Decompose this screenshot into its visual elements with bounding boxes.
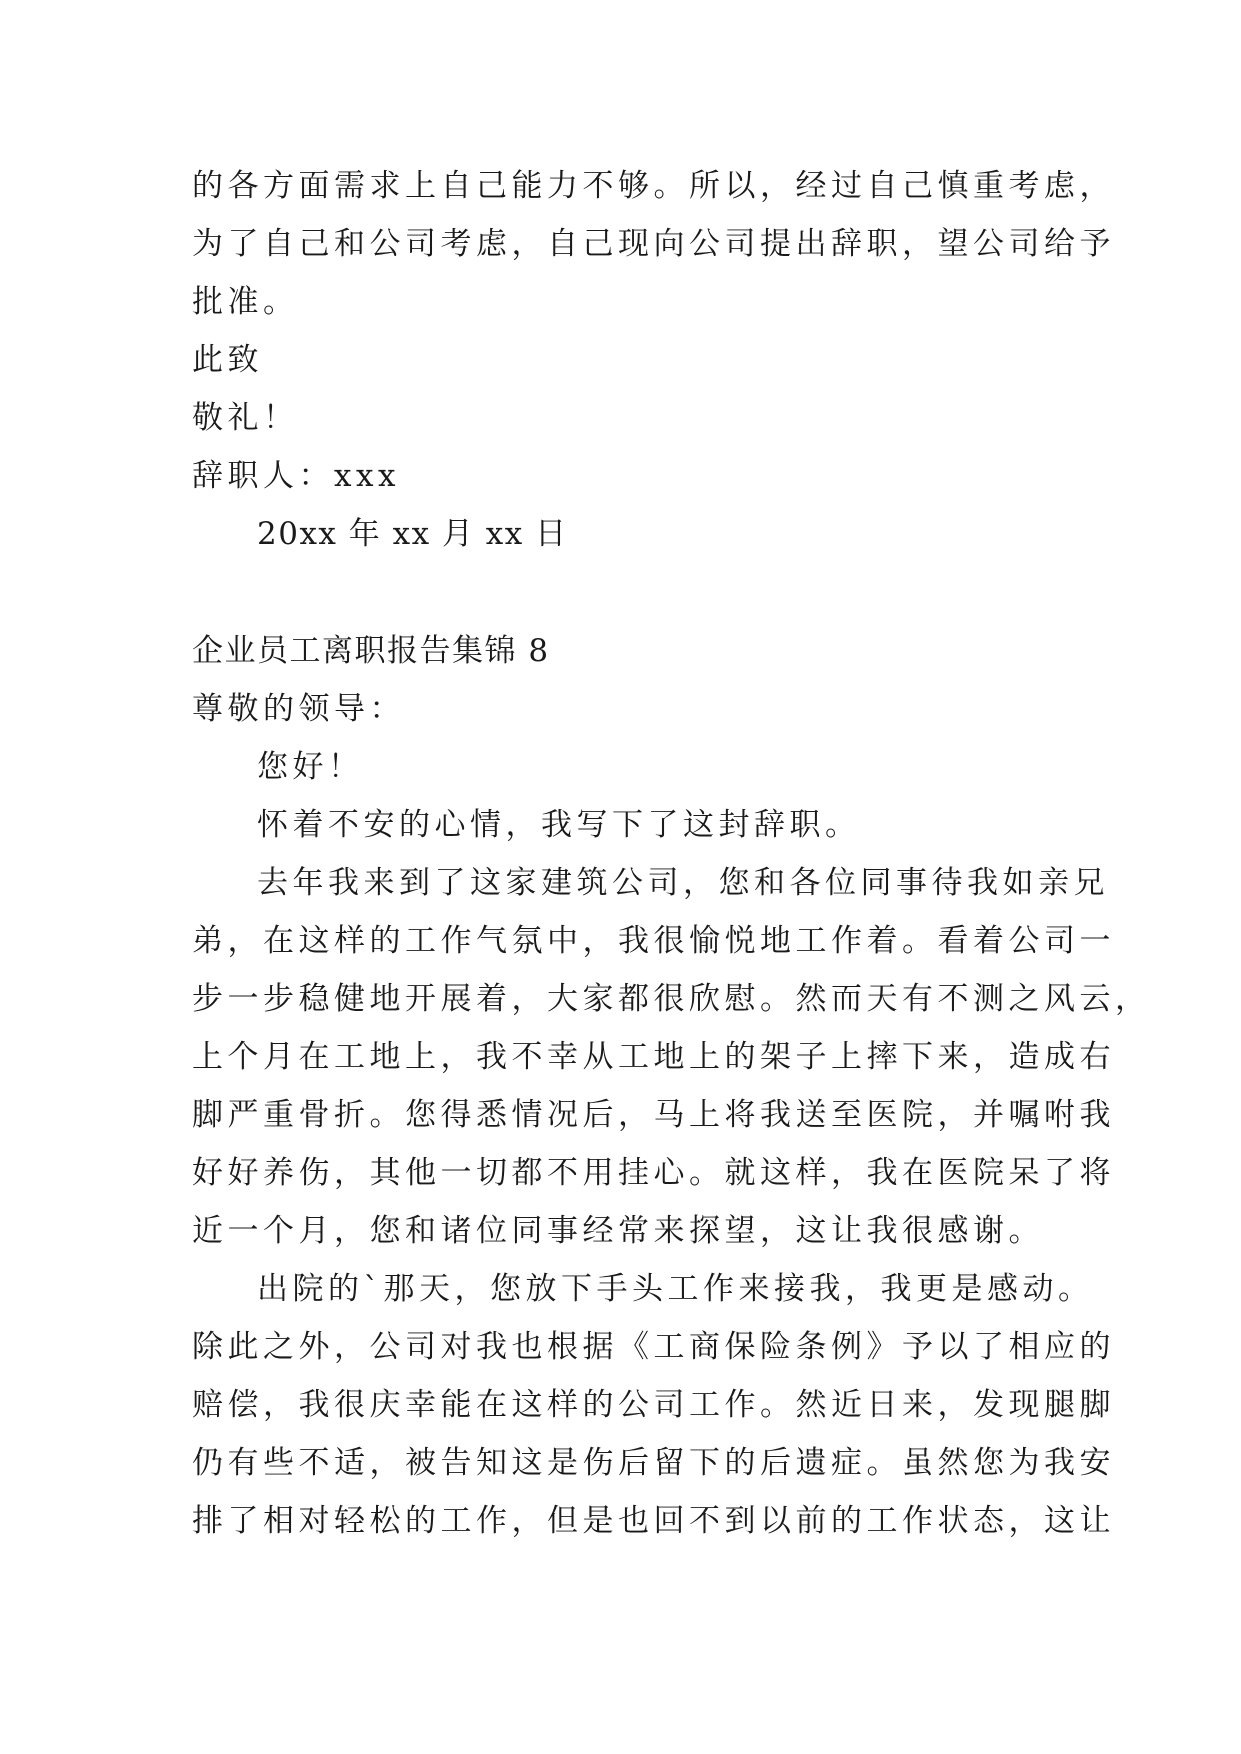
paragraph-line: 去年我来到了这家建筑公司，您和各位同事待我如亲兄 xyxy=(257,865,1109,901)
date-line: 20xx 年 xx 月 xx 日 xyxy=(257,516,568,552)
paragraph-line: 出院的`那天，您放下手头工作来接我，我更是感动。 xyxy=(257,1271,1094,1307)
paragraph-line: 赔偿，我很庆幸能在这样的公司工作。然近日来，发现腿脚 xyxy=(192,1387,1115,1423)
greeting: 您好！ xyxy=(257,749,364,785)
closing-line-2: 敬礼！ xyxy=(192,400,299,436)
paragraph-line: 步一步稳健地开展着，大家都很欣慰。然而天有不测之风云， xyxy=(192,981,1151,1017)
paragraph-line: 弟，在这样的工作气氛中，我很愉悦地工作着。看着公司一 xyxy=(192,923,1115,959)
paragraph-line: 除此之外，公司对我也根据《工商保险条例》予以了相应的 xyxy=(192,1329,1115,1365)
paragraph-line: 脚严重骨折。您得悉情况后，马上将我送至医院，并嘱咐我 xyxy=(192,1097,1115,1133)
paragraph-line: 好好养伤，其他一切都不用挂心。就这样，我在医院呆了将 xyxy=(192,1155,1115,1191)
paragraph-line: 近一个月，您和诸位同事经常来探望，这让我很感谢。 xyxy=(192,1213,1044,1249)
salutation: 尊敬的领导： xyxy=(192,691,405,727)
text-line: 批准。 xyxy=(192,284,299,320)
closing-line-1: 此致 xyxy=(192,342,263,378)
section-title: 企业员工离职报告集锦 8 xyxy=(192,633,550,669)
paragraph-line: 怀着不安的心情，我写下了这封辞职。 xyxy=(257,807,861,843)
signer-line: 辞职人：xxx xyxy=(192,458,400,494)
paragraph-line: 仍有些不适，被告知这是伤后留下的后遗症。虽然您为我安 xyxy=(192,1445,1115,1481)
text-line: 为了自己和公司考虑，自己现向公司提出辞职，望公司给予 xyxy=(192,226,1115,262)
paragraph-line: 上个月在工地上，我不幸从工地上的架子上摔下来，造成右 xyxy=(192,1039,1115,1075)
paragraph-line: 排了相对轻松的工作，但是也回不到以前的工作状态，这让 xyxy=(192,1503,1115,1539)
text-line: 的各方面需求上自己能力不够。所以，经过自己慎重考虑， xyxy=(192,168,1115,204)
